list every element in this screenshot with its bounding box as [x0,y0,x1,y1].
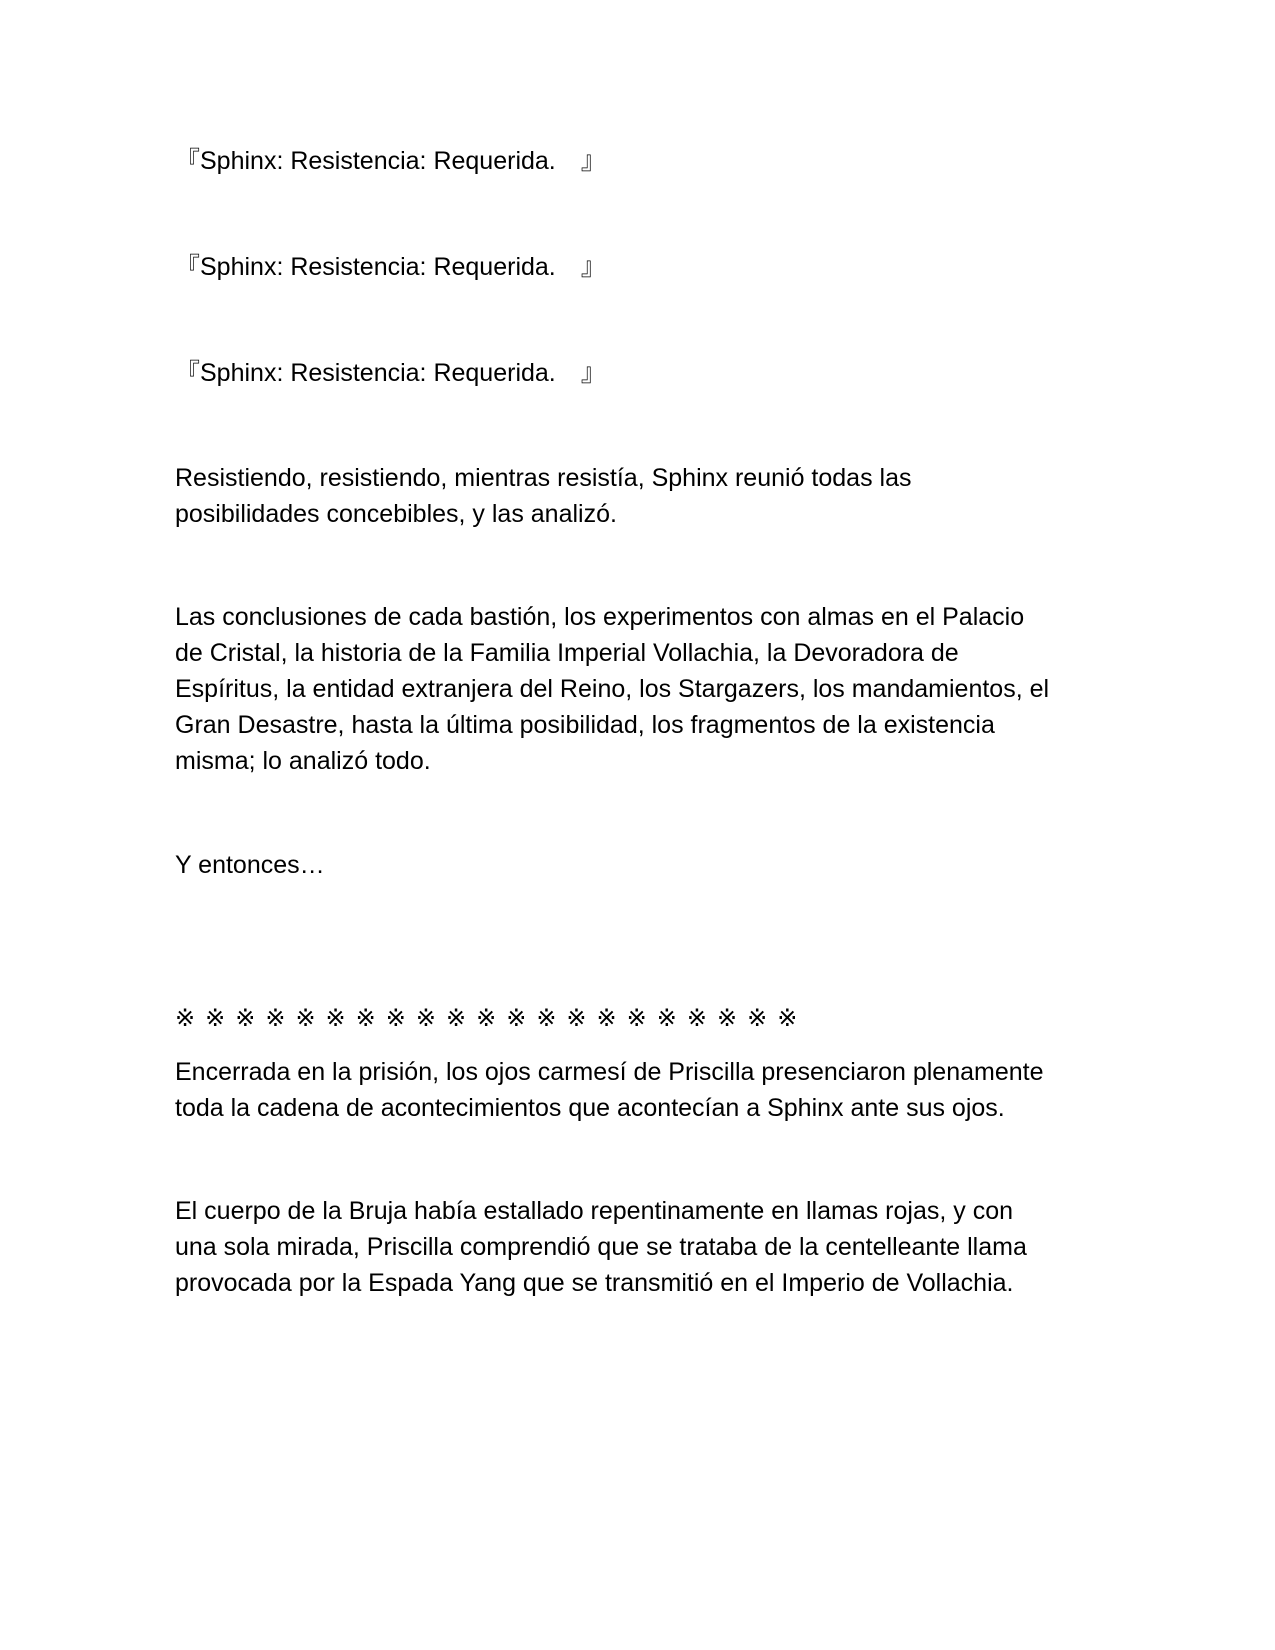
paragraph-line: toda la cadena de acontecimientos que acontecían a Sphinx ante sus ojos. [175,1094,1005,1122]
paragraph-conclusions [175,599,1105,779]
paragraph-priscilla [175,1054,1105,1126]
paragraph-line: Resistiendo, resistiendo, mientras resistía, Sphinx reunió todas las [175,464,912,492]
paragraph-analysis [175,460,1105,532]
sphinx-line-1: 『Sphinx: Resistencia: Requerida. 』 [175,147,606,175]
paragraph-line: Las conclusiones de cada bastión, los experimentos con almas en el Palacio [175,603,1025,631]
paragraph-line: Encerrada en la prisión, los ojos carmesí de Priscilla presenciaron plenamente [175,1058,1044,1086]
paragraph-line: de Cristal, la historia de la Familia Imperial Vollachia, la Devoradora de [175,639,959,667]
sphinx-line-3: 『Sphinx: Resistencia: Requerida. 』 [175,359,606,387]
paragraph-line: provocada por la Espada Yang que se transmitió en el Imperio de Vollachia. [175,1269,1014,1297]
paragraph-line: una sola mirada, Priscilla comprendió que se trataba de la centelleante llama [175,1233,1027,1261]
scene-separator: ※※※※※※※※※※※※※※※※※※※※※ [175,1004,808,1032]
paragraph-line: posibilidades concebibles, y las analizó. [175,500,617,528]
paragraph-bruja [175,1193,1105,1301]
sphinx-line-2: 『Sphinx: Resistencia: Requerida. 』 [175,253,606,281]
paragraph-line: Espíritus, la entidad extranjera del Reino, los Stargazers, los mandamientos, el [175,675,1050,703]
paragraph-line: Gran Desastre, hasta la última posibilidad, los fragmentos de la existencia [175,711,995,739]
paragraph-y-entonces: Y entonces… [175,851,325,879]
paragraph-line: El cuerpo de la Bruja había estallado repentinamente en llamas rojas, y con [175,1197,1014,1225]
paragraph-line: misma; lo analizó todo. [175,747,431,775]
